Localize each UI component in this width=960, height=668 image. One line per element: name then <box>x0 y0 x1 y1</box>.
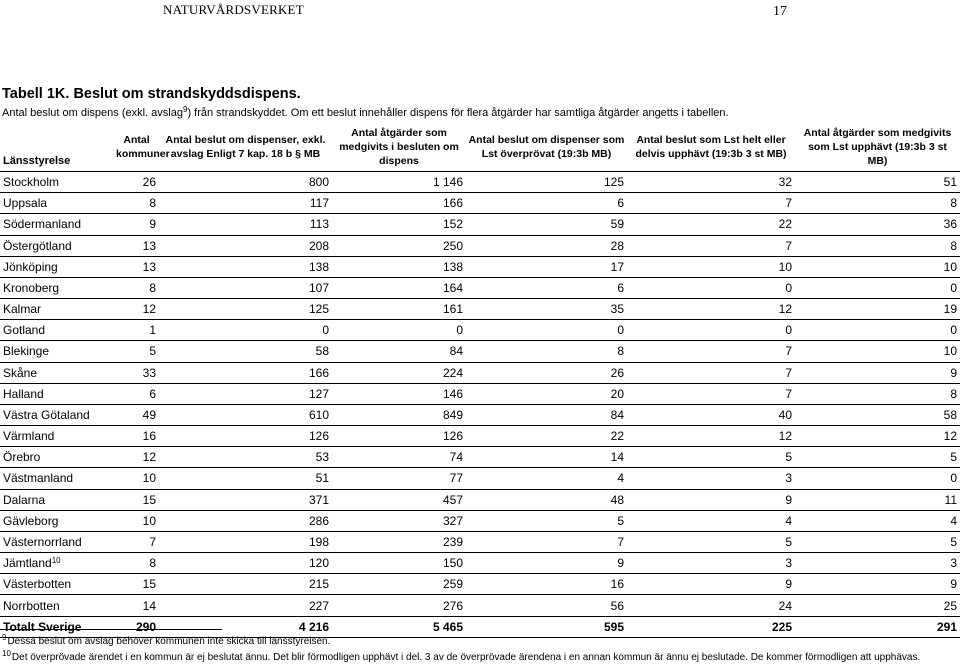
value-cell: 4 216 <box>159 616 332 637</box>
value-cell: 15 <box>114 574 159 595</box>
value-cell: 224 <box>332 362 466 383</box>
table-row <box>0 214 960 235</box>
value-cell: 56 <box>466 595 627 616</box>
value-cell: 6 <box>466 277 627 298</box>
lan-name: Södermanland <box>3 217 82 232</box>
header-antal-beslut-dispenser: Antal beslut om dispenser, exkl. avslag Enligt 7 kap. 18 b § MB <box>165 133 326 160</box>
table-row <box>0 595 960 616</box>
header-upphavt: Antal beslut som Lst helt eller delvis upphävt (19:3b 3 st MB) <box>635 133 787 160</box>
value-cell: 10 <box>795 341 960 362</box>
lan-name-cell <box>0 214 114 235</box>
lan-name-cell <box>0 235 114 256</box>
value-cell: 215 <box>159 574 332 595</box>
value-cell: 5 <box>795 531 960 552</box>
value-cell: 24 <box>627 595 795 616</box>
lan-name-cell <box>0 616 114 637</box>
value-cell: 7 <box>627 341 795 362</box>
table-row <box>0 531 960 552</box>
value-cell: 9 <box>795 362 960 383</box>
lan-name-cell <box>0 426 114 447</box>
table-row <box>0 299 960 320</box>
lan-name-cell <box>0 404 114 425</box>
value-cell: 84 <box>332 341 466 362</box>
footnote-number: 9 <box>2 633 7 642</box>
lan-name: Norrbotten <box>3 598 60 613</box>
lan-name-cell <box>0 447 114 468</box>
value-cell: 150 <box>332 553 466 574</box>
value-cell: 227 <box>159 595 332 616</box>
value-cell: 10 <box>627 256 795 277</box>
value-cell: 4 <box>627 510 795 531</box>
table-row <box>0 383 960 404</box>
value-cell: 14 <box>466 447 627 468</box>
table-row <box>0 510 960 531</box>
value-cell: 10 <box>795 256 960 277</box>
value-cell: 6 <box>466 193 627 214</box>
value-cell: 12 <box>627 299 795 320</box>
value-cell: 3 <box>795 553 960 574</box>
value-cell: 8 <box>114 277 159 298</box>
value-cell: 9 <box>627 574 795 595</box>
value-cell: 0 <box>332 320 466 341</box>
footnote-divider <box>0 629 222 630</box>
value-cell: 7 <box>627 383 795 404</box>
value-cell: 5 <box>466 510 627 531</box>
value-cell: 48 <box>466 489 627 510</box>
value-cell: 49 <box>114 404 159 425</box>
table-row <box>0 256 960 277</box>
value-cell: 20 <box>466 383 627 404</box>
footnote-text: Dessa beslut om avslag behöver kommunen inte skicka till länsstyrelsen. <box>7 636 331 647</box>
value-cell: 40 <box>627 404 795 425</box>
header-lansstyrelse: Länsstyrelse <box>3 155 71 167</box>
lan-name: Blekinge <box>3 344 50 359</box>
value-cell: 166 <box>332 193 466 214</box>
table-row <box>0 489 960 510</box>
value-cell: 0 <box>795 277 960 298</box>
value-cell: 1 146 <box>332 172 466 193</box>
value-cell: 7 <box>466 531 627 552</box>
lan-name: Västmanland <box>3 471 74 486</box>
value-cell: 5 465 <box>332 616 466 637</box>
value-cell: 15 <box>114 489 159 510</box>
lan-name: Östergötland <box>3 238 72 253</box>
value-cell: 22 <box>466 426 627 447</box>
table-row <box>0 404 960 425</box>
value-cell: 290 <box>114 616 159 637</box>
value-cell: 8 <box>795 193 960 214</box>
footnote-number: 10 <box>2 649 11 658</box>
value-cell: 127 <box>159 383 332 404</box>
value-cell: 17 <box>466 256 627 277</box>
lan-name-cell <box>0 277 114 298</box>
lan-name-cell <box>0 172 114 193</box>
value-cell: 117 <box>159 193 332 214</box>
dispens-table <box>0 122 960 638</box>
lan-name: Jämtland <box>3 556 52 571</box>
value-cell: 239 <box>332 531 466 552</box>
lan-name: Stockholm <box>3 175 60 190</box>
value-cell: 138 <box>332 256 466 277</box>
lan-name: Gotland <box>3 323 46 338</box>
value-cell: 35 <box>466 299 627 320</box>
value-cell: 146 <box>332 383 466 404</box>
lan-name-cell <box>0 574 114 595</box>
value-cell: 126 <box>159 426 332 447</box>
table-row <box>0 320 960 341</box>
value-cell: 225 <box>627 616 795 637</box>
lan-name-cell <box>0 193 114 214</box>
value-cell: 164 <box>332 277 466 298</box>
value-cell: 32 <box>627 172 795 193</box>
subtitle-text-before: Antal beslut om dispens (exkl. avslag <box>2 107 183 119</box>
value-cell: 13 <box>114 235 159 256</box>
value-cell: 12 <box>114 299 159 320</box>
value-cell: 58 <box>795 404 960 425</box>
value-cell: 58 <box>159 341 332 362</box>
table-row <box>0 277 960 298</box>
header-overprovat: Antal beslut om dispenser som Lst överprövat (19:3b MB) <box>468 133 625 160</box>
value-cell: 0 <box>795 320 960 341</box>
lan-name: Värmland <box>3 429 55 444</box>
value-cell: 208 <box>159 235 332 256</box>
value-cell: 259 <box>332 574 466 595</box>
value-cell: 13 <box>114 256 159 277</box>
page-header-org: NATURVÅRDSVERKET <box>163 2 304 17</box>
value-cell: 12 <box>795 426 960 447</box>
table-row <box>0 574 960 595</box>
value-cell: 250 <box>332 235 466 256</box>
table-row <box>0 426 960 447</box>
value-cell: 0 <box>627 320 795 341</box>
value-cell: 16 <box>114 426 159 447</box>
value-cell: 595 <box>466 616 627 637</box>
value-cell: 3 <box>627 553 795 574</box>
value-cell: 0 <box>466 320 627 341</box>
value-cell: 7 <box>627 235 795 256</box>
table-row <box>0 235 960 256</box>
lan-name-cell <box>0 383 114 404</box>
total-row <box>0 616 960 637</box>
value-cell: 849 <box>332 404 466 425</box>
header-antal-kommuner: Antal kommuner <box>116 133 170 160</box>
value-cell: 19 <box>795 299 960 320</box>
table-row <box>0 172 960 193</box>
table-header-row <box>0 122 960 172</box>
page-number: 17 <box>773 4 787 19</box>
value-cell: 7 <box>114 531 159 552</box>
value-cell: 291 <box>795 616 960 637</box>
subtitle-footnote-ref: 9 <box>182 105 188 114</box>
lan-name-cell <box>0 553 114 574</box>
value-cell: 4 <box>466 468 627 489</box>
value-cell: 7 <box>627 193 795 214</box>
value-cell: 5 <box>795 447 960 468</box>
table-title: Tabell 1K. Beslut om strandskyddsdispens. <box>2 86 301 102</box>
value-cell: 28 <box>466 235 627 256</box>
value-cell: 7 <box>627 362 795 383</box>
value-cell: 9 <box>114 214 159 235</box>
value-cell: 800 <box>159 172 332 193</box>
value-cell: 8 <box>114 553 159 574</box>
value-cell: 84 <box>466 404 627 425</box>
value-cell: 610 <box>159 404 332 425</box>
table-row <box>0 553 960 574</box>
value-cell: 113 <box>159 214 332 235</box>
value-cell: 14 <box>114 595 159 616</box>
lan-name-cell <box>0 510 114 531</box>
value-cell: 36 <box>795 214 960 235</box>
lan-name-cell <box>0 468 114 489</box>
lan-name: Jönköping <box>3 259 58 274</box>
value-cell: 9 <box>466 553 627 574</box>
value-cell: 125 <box>159 299 332 320</box>
lan-name-cell <box>0 531 114 552</box>
lan-name: Skåne <box>3 365 38 380</box>
footnote-10 <box>2 649 921 663</box>
value-cell: 371 <box>159 489 332 510</box>
value-cell: 138 <box>159 256 332 277</box>
value-cell: 166 <box>159 362 332 383</box>
lan-name: Halland <box>3 386 44 401</box>
value-cell: 53 <box>159 447 332 468</box>
lan-name-cell <box>0 362 114 383</box>
table-row <box>0 193 960 214</box>
value-cell: 5 <box>627 531 795 552</box>
value-cell: 10 <box>114 468 159 489</box>
value-cell: 0 <box>795 468 960 489</box>
value-cell: 12 <box>114 447 159 468</box>
lan-name: Gävleborg <box>3 513 59 528</box>
value-cell: 3 <box>627 468 795 489</box>
value-cell: 22 <box>627 214 795 235</box>
value-cell: 33 <box>114 362 159 383</box>
value-cell: 16 <box>466 574 627 595</box>
value-cell: 51 <box>159 468 332 489</box>
header-antal-atgarder: Antal åtgärder som medgivits i besluten om dispens <box>339 126 459 167</box>
value-cell: 198 <box>159 531 332 552</box>
table-row <box>0 362 960 383</box>
value-cell: 125 <box>466 172 627 193</box>
lan-name-cell <box>0 256 114 277</box>
value-cell: 77 <box>332 468 466 489</box>
lan-name: Västernorrland <box>3 535 82 549</box>
subtitle-text-after: ) från strandskyddet. Om ett beslut innehåller dispens för flera åtgärder har samtliga åtgärder angetts i tabellen. <box>187 107 729 119</box>
value-cell: 8 <box>114 193 159 214</box>
value-cell: 51 <box>795 172 960 193</box>
footnote-9 <box>2 633 331 647</box>
value-cell: 327 <box>332 510 466 531</box>
value-cell: 9 <box>627 489 795 510</box>
value-cell: 107 <box>159 277 332 298</box>
lan-name: Örebro <box>3 450 41 465</box>
table-row <box>0 468 960 489</box>
value-cell: 11 <box>795 489 960 510</box>
value-cell: 26 <box>114 172 159 193</box>
value-cell: 6 <box>114 383 159 404</box>
value-cell: 9 <box>795 574 960 595</box>
header-atgarder-upphavt: Antal åtgärder som medgivits som Lst upphävt (19:3b 3 st MB) <box>803 126 952 167</box>
value-cell: 457 <box>332 489 466 510</box>
lan-name: Kalmar <box>3 302 42 317</box>
value-cell: 120 <box>159 553 332 574</box>
value-cell: 286 <box>159 510 332 531</box>
value-cell: 25 <box>795 595 960 616</box>
value-cell: 59 <box>466 214 627 235</box>
table-subtitle <box>2 107 729 119</box>
lan-name: Uppsala <box>3 196 48 211</box>
value-cell: 10 <box>114 510 159 531</box>
value-cell: 26 <box>466 362 627 383</box>
value-cell: 8 <box>795 235 960 256</box>
value-cell: 74 <box>332 447 466 468</box>
table-row <box>0 341 960 362</box>
lan-name-cell <box>0 595 114 616</box>
lan-name: Kronoberg <box>3 280 60 295</box>
value-cell: 12 <box>627 426 795 447</box>
lan-name-cell <box>0 341 114 362</box>
value-cell: 8 <box>795 383 960 404</box>
value-cell: 276 <box>332 595 466 616</box>
value-cell: 161 <box>332 299 466 320</box>
value-cell: 0 <box>159 320 332 341</box>
lan-name: Västra Götaland <box>3 407 90 422</box>
lan-name: Västerbotten <box>3 577 72 592</box>
lan-name: Dalarna <box>3 492 46 507</box>
lan-name-cell <box>0 299 114 320</box>
value-cell: 0 <box>627 277 795 298</box>
value-cell: 126 <box>332 426 466 447</box>
value-cell: 1 <box>114 320 159 341</box>
lan-name-cell <box>0 320 114 341</box>
lan-name: Totalt Sverige <box>3 619 82 634</box>
value-cell: 152 <box>332 214 466 235</box>
value-cell: 5 <box>627 447 795 468</box>
footnote-ref: 10 <box>51 556 61 566</box>
value-cell: 4 <box>795 510 960 531</box>
footnote-text: Det överprövade ärendet i en kommun är ej beslutat ännu. Det blir förmodligen upphävt i del. 3 av de överprövade ärendena i en annan kommun är ännu ej beslutade. De kommer förmodligen att upphävas. <box>11 652 921 663</box>
lan-name-cell <box>0 489 114 510</box>
value-cell: 8 <box>466 341 627 362</box>
value-cell: 5 <box>114 341 159 362</box>
table-row <box>0 447 960 468</box>
